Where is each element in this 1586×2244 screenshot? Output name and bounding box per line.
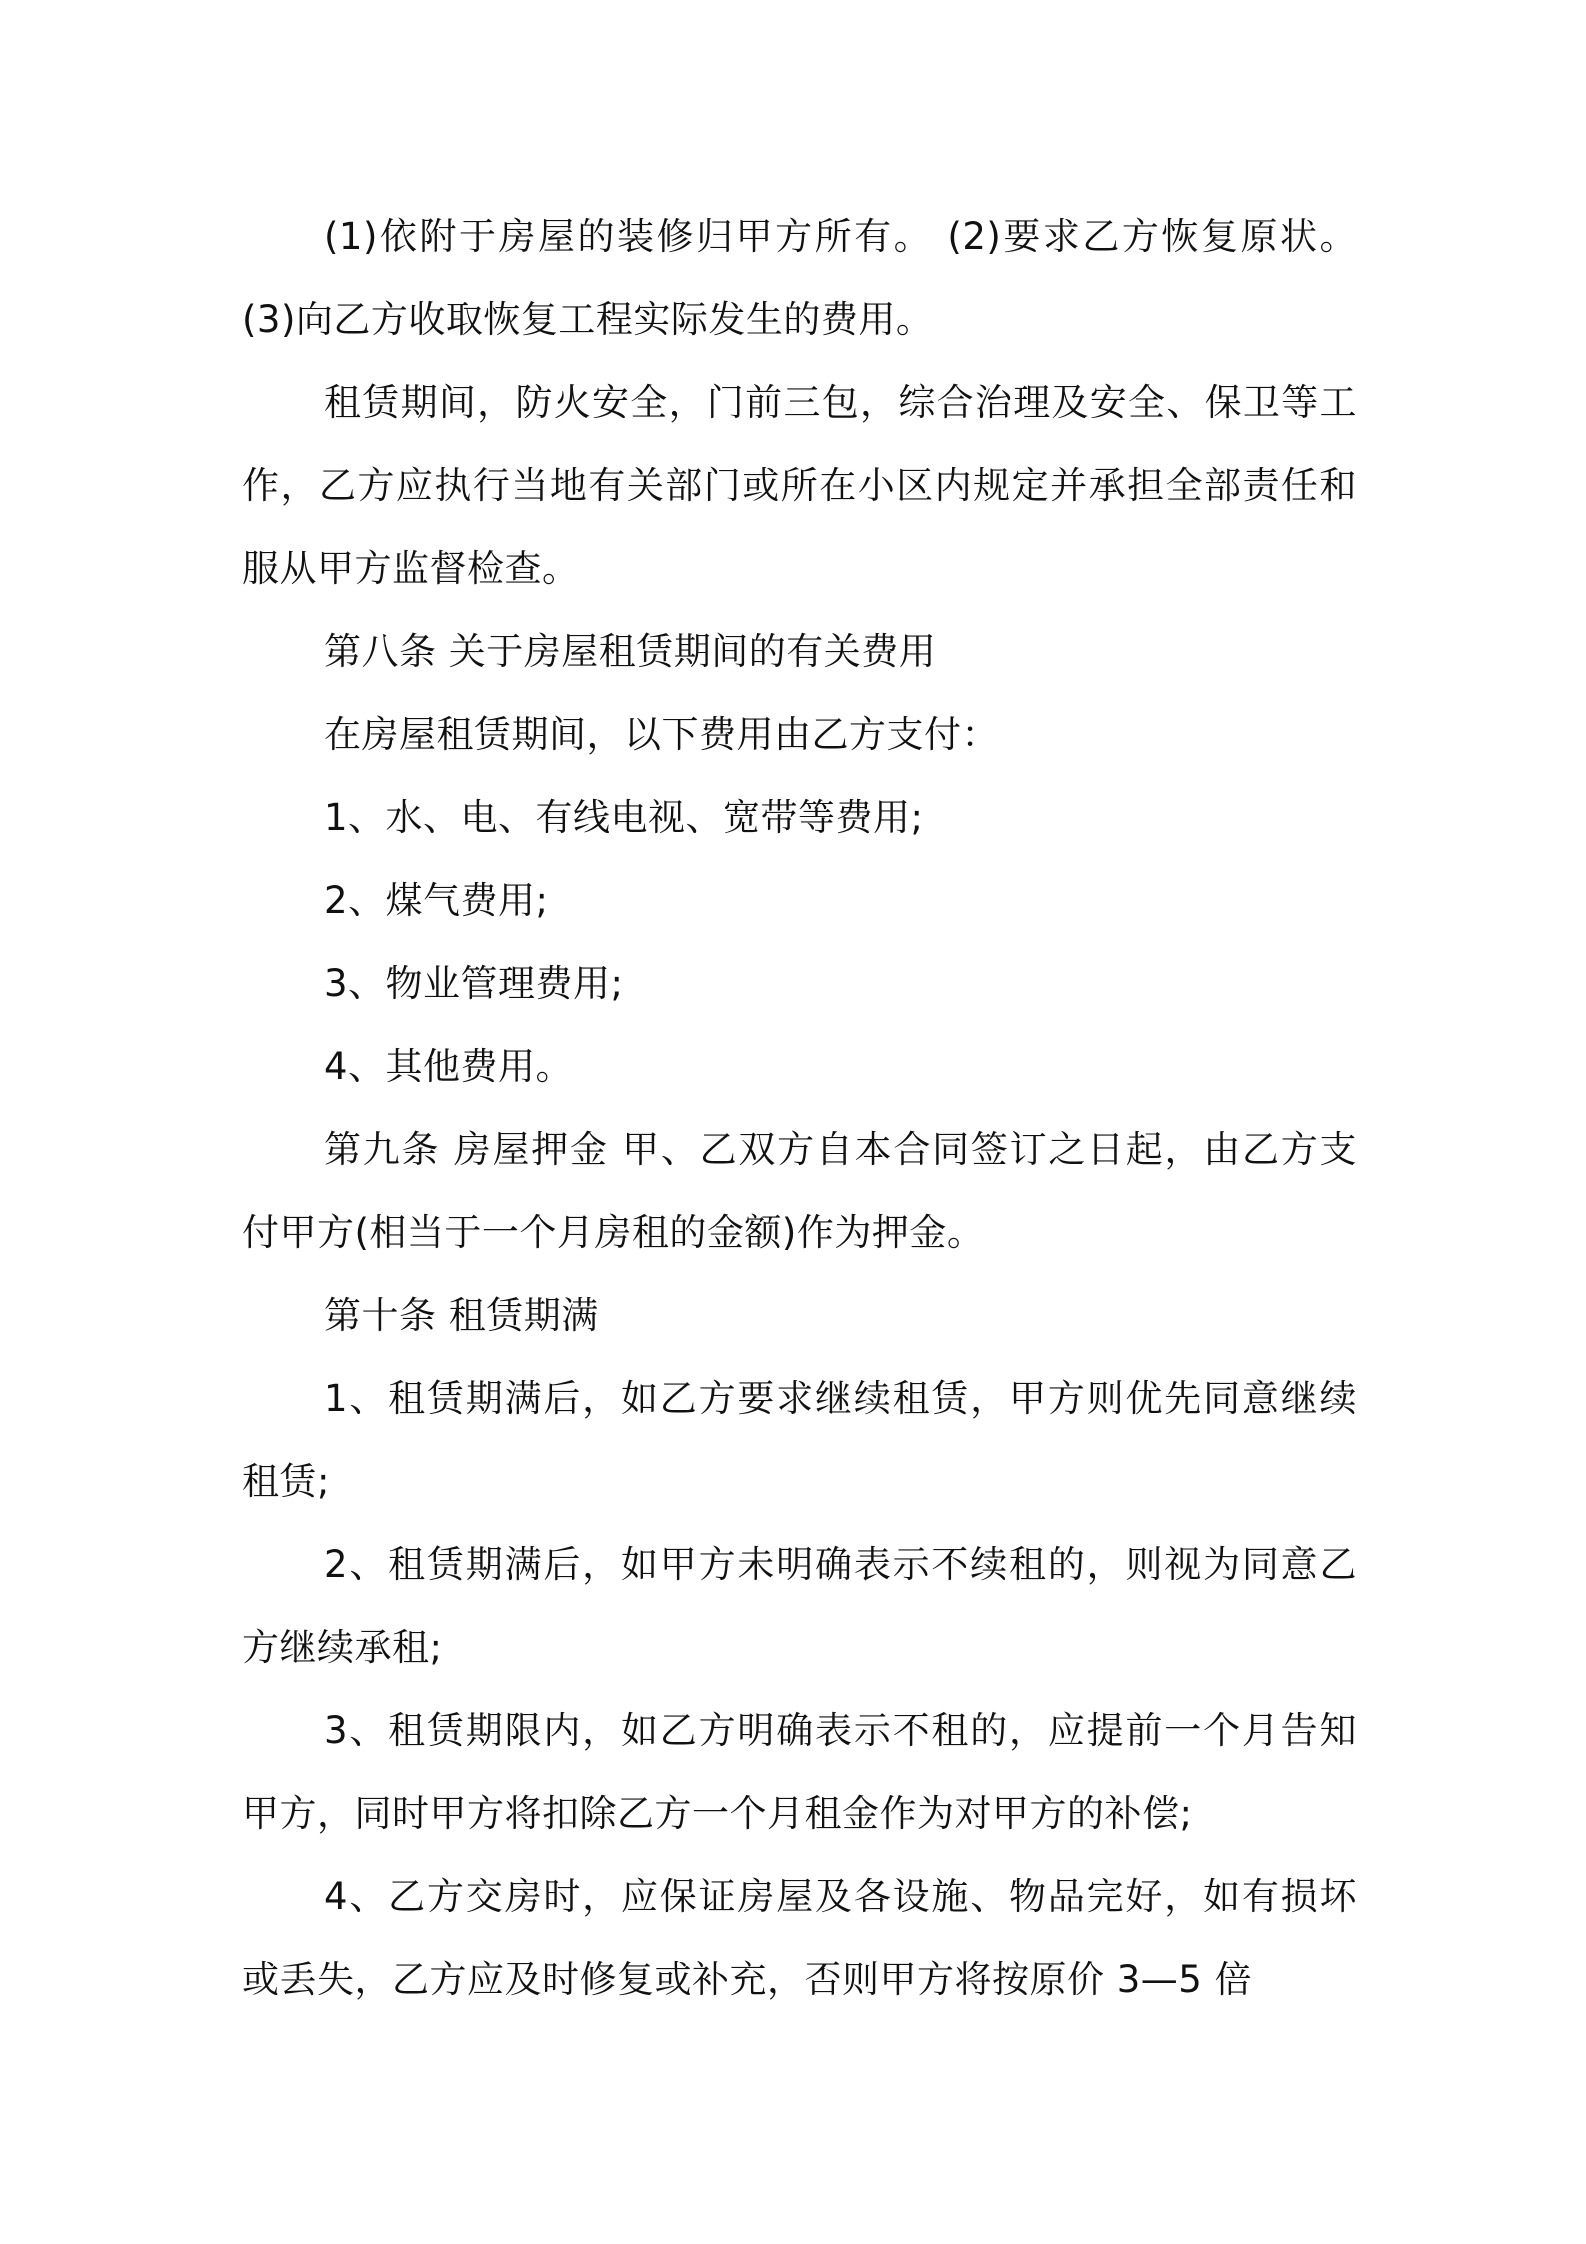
paragraph-fees-intro: 在房屋租赁期间，以下费用由乙方支付：: [324, 713, 999, 756]
article-10-heading: 第十条 租赁期满: [324, 1294, 599, 1337]
list-item-expiry-2: 2、租赁期满后，如甲方未明确表示不续租的，则视为同意乙方继续承租;: [242, 1543, 1357, 1669]
list-item-fee-3: 3、物业管理费用;: [324, 962, 624, 1005]
list-item-fee-1: 1、水、电、有线电视、宽带等费用;: [324, 796, 924, 839]
list-item-expiry-4: 4、乙方交房时，应保证房屋及各设施、物品完好，如有损坏或丢失，乙方应及时修复或补充，否则甲方将按原价 3—5 倍: [242, 1875, 1357, 2001]
article-8-heading: 第八条 关于房屋租赁期间的有关费用: [324, 630, 937, 673]
paragraph-safety-duties: 租赁期间，防火安全，门前三包，综合治理及安全、保卫等工作，乙方应执行当地有关部门或所在小区内规定并承担全部责任和服从甲方监督检查。: [242, 381, 1357, 590]
list-item-expiry-3: 3、租赁期限内，如乙方明确表示不租的，应提前一个月告知甲方，同时甲方将扣除乙方一个月租金作为对甲方的补偿;: [242, 1709, 1357, 1835]
list-item-fee-4: 4、其他费用。: [324, 1045, 574, 1088]
document-body: [242, 195, 1357, 2021]
list-item-fee-2: 2、煤气费用;: [324, 879, 549, 922]
article-9-deposit: 第九条 房屋押金 甲、乙双方自本合同签订之日起，由乙方支付甲方(相当于一个月房租的金额)作为押金。: [242, 1128, 1357, 1254]
list-item-expiry-1: 1、租赁期满后，如乙方要求继续租赁，甲方则优先同意继续租赁;: [242, 1377, 1357, 1503]
paragraph-decoration-ownership: (1)依附于房屋的装修归甲方所有。 (2)要求乙方恢复原状。(3)向乙方收取恢复工程实际发生的费用。: [242, 215, 1357, 341]
